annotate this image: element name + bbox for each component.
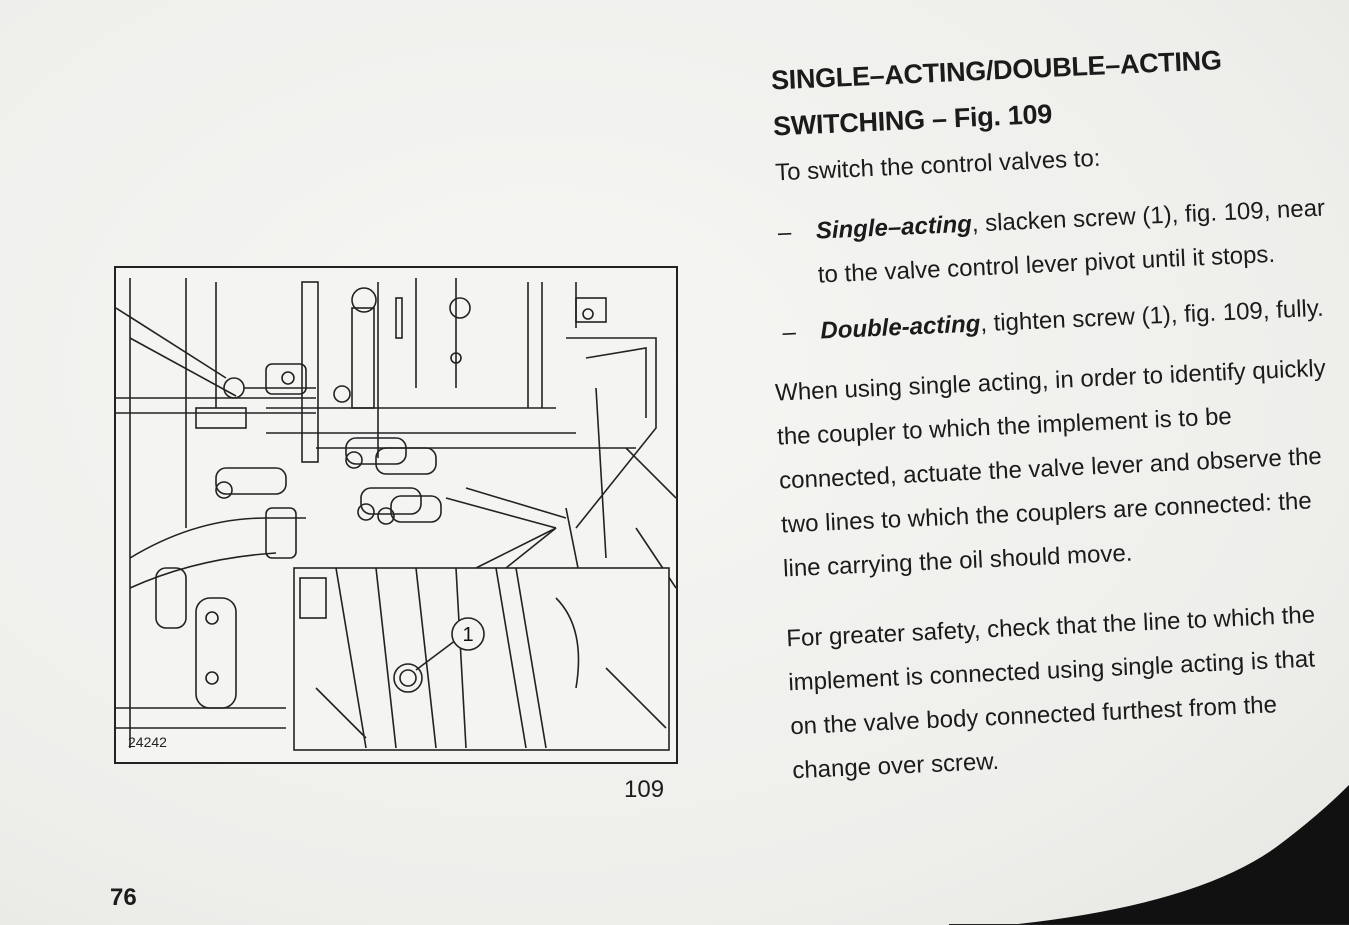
bullet-term: Double-acting <box>819 310 981 345</box>
figure-number: 109 <box>624 776 665 803</box>
paragraph-identify-coupler: When using single acting, in order to identify quickly the coupler to which the implement is to be connected, actuate the valve lever and observe the two lines to which the couplers are connected: the line carrying the oil should move. <box>774 354 1327 583</box>
section-title-line-1: SINGLE–ACTING/DOUBLE–ACTING <box>770 45 1223 96</box>
section-title <box>770 33 1324 150</box>
bullet-dash: – <box>781 318 797 347</box>
bullet-dash: – <box>777 218 792 247</box>
figure-code: 24242 <box>128 734 167 750</box>
paragraph-safety-check: For greater safety, check that the line to which the implement is connected using single acting is that on the valve body connected furthest from the change over screw. <box>785 601 1316 785</box>
page-number: 76 <box>110 884 137 911</box>
bullet-text: , slacken screw (1), fig. 109, near to the valve control lever pivot until it stops. <box>817 194 1326 289</box>
section-title-line-2: SWITCHING – Fig. 109 <box>772 98 1053 142</box>
figure-109-illustration <box>114 266 678 764</box>
page-curl-shadow <box>949 785 1349 925</box>
callout-number: 1 <box>462 624 474 646</box>
bullet-body <box>819 287 1324 354</box>
bullet-text: , tighten screw (1), fig. 109, fully. <box>979 294 1325 338</box>
bullet-double-acting <box>782 286 1333 355</box>
hydraulic-valve-drawing <box>116 268 676 762</box>
bullet-single-acting <box>777 186 1330 299</box>
bullet-term: Single–acting <box>815 210 973 245</box>
text-column <box>760 33 1349 794</box>
bullet-body <box>815 186 1330 297</box>
intro-text: To switch the control valves to: <box>774 144 1101 187</box>
